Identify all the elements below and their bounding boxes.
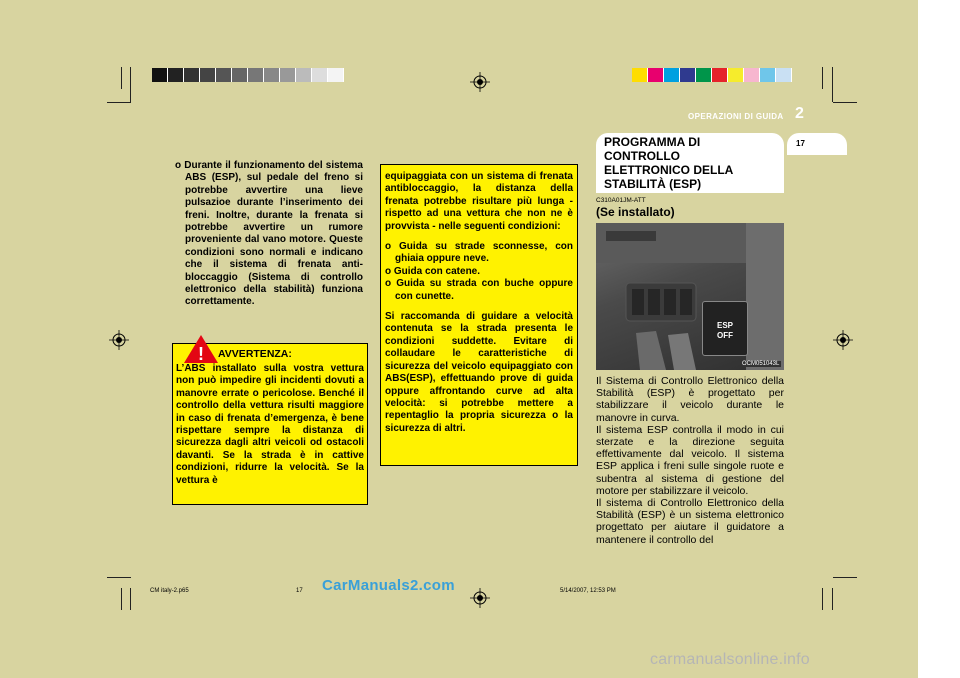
section-title: PROGRAMMA DI CONTROLLO ELETTRONICO DELLA STABILITÀ (ESP) [604, 135, 734, 191]
calibration-swatch [280, 68, 296, 82]
crop-mark [822, 588, 823, 610]
watermark-text: carmanualsonline.info [650, 651, 810, 668]
esp-off-button: ESP OFF [702, 301, 748, 356]
subheading: (Se installato) [596, 205, 675, 219]
bullet-paragraph: o Durante il funzionamento del sistema ABS (ESP), sul pedale del freno si potrebbe avvertire una lieve pulsazioe durante l’inserimento dei freni. Inoltre, durante la frenata si potrebbe avvertire un rumore proveniente dal vano motore. Queste condizioni sono normali e indicano che il sistema di frenata anti-bloccaggio (Sistema di controllo elettronico della stabilità) funziona correttamente. [175, 160, 363, 308]
warning-title: AVVERTENZA: [218, 348, 292, 360]
page-number: 17 [796, 139, 805, 148]
watermark-link[interactable]: CarManuals2.com [322, 577, 455, 594]
esp-description [596, 375, 784, 546]
crop-mark [121, 67, 122, 89]
list-item: o Guida con catene. [385, 265, 481, 277]
calibration-swatch [264, 68, 280, 82]
calibration-swatch [200, 68, 216, 82]
photo-code: OCM051043L [742, 361, 780, 367]
list-item: o Guida su strada con buche oppure con cunette. [385, 278, 573, 302]
crop-mark [832, 588, 833, 610]
footer-page: 17 [296, 588, 303, 594]
calibration-swatch [728, 68, 744, 82]
registration-mark-icon [833, 330, 853, 350]
dashboard-illustration [596, 223, 784, 370]
calibration-swatch [696, 68, 712, 82]
caution-closing: Si raccomanda di guidare a velocità contenuta se la strada presenta le condizioni suddette. Evitare di collaudare le caratteristiche di sicurezza del veicolo equipaggiato con ABS(ESP), effettuando prove di guida oppure affrontando curve ad alta velocità: si potrebbe mettere a repentaglio la propria sicurezza o la sicurezza di altri. [385, 311, 573, 434]
crop-mark [121, 588, 122, 610]
calibration-swatch [216, 68, 232, 82]
calibration-swatch [776, 68, 792, 82]
paragraph: Il sistema di Controllo Elettronico della Stabilità (ESP) è un sistema elettronico progettato per aiutare il guidatore a mantenere il controllo del [596, 497, 784, 546]
calibration-swatch [168, 68, 184, 82]
calibration-swatch [248, 68, 264, 82]
caution-intro: equipaggiata con un sistema di frenata antibloccaggio, la distanza della frenata potrebbe risultare più lunga - rispetto ad una vettura che non ne è provvista - nelle seguenti condizioni: [385, 171, 573, 232]
chapter-label: OPERAZIONI DI GUIDA [688, 112, 784, 121]
chapter-number: 2 [795, 105, 804, 122]
crop-mark [107, 102, 131, 103]
calibration-swatch [664, 68, 680, 82]
registration-mark-icon [470, 588, 490, 608]
crop-mark [832, 67, 833, 102]
color-calibration-bar [632, 68, 792, 82]
calibration-swatch [680, 68, 696, 82]
reference-code: C310A01JM-ATT [596, 197, 646, 204]
paragraph: Il sistema ESP controlla il modo in cui sterzate e la direzione seguita effettivamente dal veicolo. Il sistema ESP applica i freni sulle singole ruote e subentra al sistema di gestione del motore per stabilizzare il veicolo. [596, 423, 784, 497]
calibration-swatch [296, 68, 312, 82]
crop-mark [130, 67, 131, 102]
calibration-swatch [184, 68, 200, 82]
registration-mark-icon [470, 72, 490, 92]
calibration-swatch [312, 68, 328, 82]
calibration-swatch [152, 68, 168, 82]
list-item: o Guida su strade sconnesse, con ghiaia oppure neve. [385, 241, 573, 265]
footer-file: CM italy-2.p65 [150, 588, 189, 594]
crop-mark [130, 588, 131, 610]
svg-text:!: ! [198, 344, 204, 364]
calibration-swatch [712, 68, 728, 82]
calibration-swatch [328, 68, 344, 82]
calibration-swatch [232, 68, 248, 82]
calibration-swatch [632, 68, 648, 82]
dashboard-photo [596, 223, 784, 370]
calibration-swatch [760, 68, 776, 82]
footer-date: 5/14/2007, 12:53 PM [560, 588, 616, 594]
calibration-swatch [648, 68, 664, 82]
crop-mark [833, 577, 857, 578]
calibration-swatch [744, 68, 760, 82]
crop-mark [107, 577, 131, 578]
warning-text: L’ABS installato sulla vostra vettura non può impedire gli incidenti dovuti a manovre errate o pericolose. Benché il controllo della vettura risulti maggiore in caso di frenata d’emergenza, è bene rispettare sempre la distanza di sicurezza dagli altri veicoli od ostacoli davanti. Se la strada è in cattive condizioni, ridurre la velocità. Se la vettura è [176, 363, 364, 486]
warning-triangle-icon [183, 334, 219, 364]
caution-box [380, 164, 578, 466]
registration-mark-icon [109, 330, 129, 350]
grayscale-calibration-bar [152, 68, 344, 82]
crop-mark [833, 102, 857, 103]
paragraph: Il Sistema di Controllo Elettronico della Stabilità (ESP) è progettato per stabilizzare il veicolo durante le manovre in curva. [596, 375, 784, 424]
column-left [175, 160, 363, 309]
crop-mark [822, 67, 823, 89]
